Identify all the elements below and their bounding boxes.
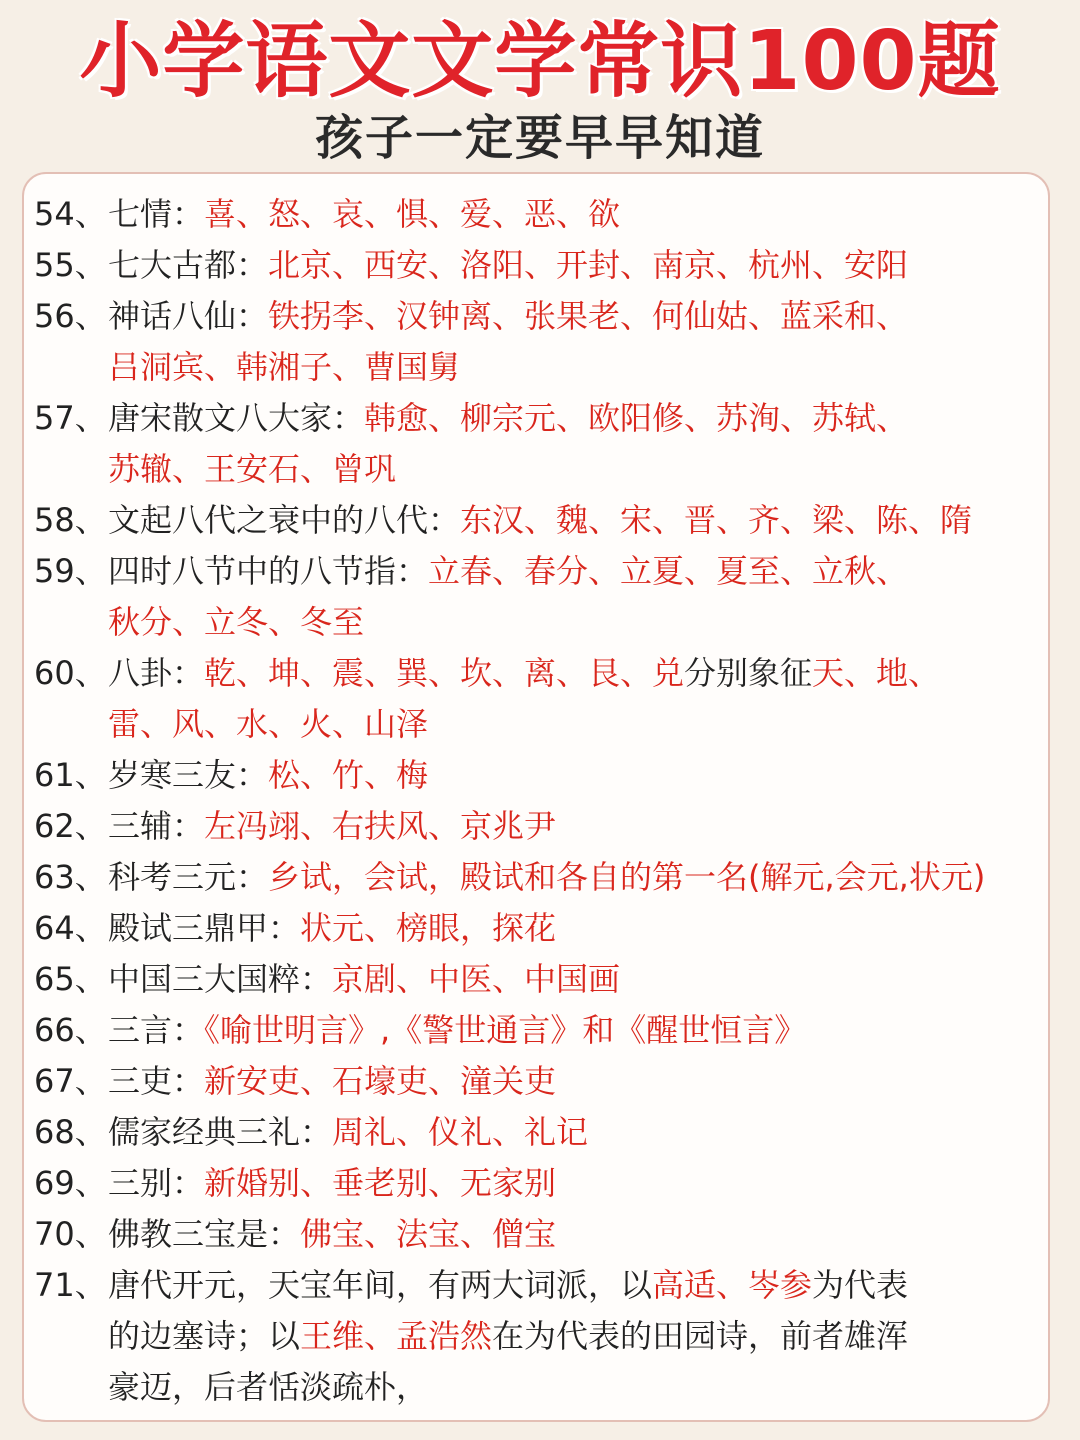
item-body bbox=[108, 1158, 1054, 1209]
question-text: 豪迈，后者恬淡疏朴， bbox=[108, 1368, 429, 1406]
item-body bbox=[108, 1107, 1054, 1158]
item-body bbox=[108, 750, 1054, 801]
item-line bbox=[108, 954, 1054, 1005]
answer-text: 松、竹、梅 bbox=[268, 756, 429, 794]
question-text: 四时八节中的八节指： bbox=[108, 552, 429, 590]
item-line bbox=[108, 852, 1054, 903]
item-number: 54、 bbox=[34, 195, 107, 233]
item-number: 62、 bbox=[34, 807, 107, 845]
list-item bbox=[34, 546, 1054, 648]
item-number: 68、 bbox=[34, 1113, 107, 1151]
item-line bbox=[108, 1005, 1054, 1056]
item-body bbox=[108, 1260, 1054, 1413]
list-item bbox=[34, 189, 1054, 240]
item-number: 55、 bbox=[34, 246, 107, 284]
question-text: 的边塞诗；以 bbox=[108, 1317, 301, 1355]
item-body bbox=[108, 1209, 1054, 1260]
item-number: 61、 bbox=[34, 756, 107, 794]
item-body bbox=[108, 648, 1054, 750]
answer-text: 乡试，会试，殿试和各自的第一名(解元,会元,状元) bbox=[268, 858, 986, 896]
item-line bbox=[108, 444, 1054, 495]
item-body bbox=[108, 189, 1054, 240]
item-line bbox=[108, 1362, 1054, 1413]
answer-text: 铁拐李、汉钟离、张果老、何仙姑、蓝采和、 bbox=[268, 297, 909, 335]
question-text: 神话八仙： bbox=[108, 297, 269, 335]
item-line bbox=[108, 597, 1054, 648]
answer-text: 高适、岑参 bbox=[652, 1266, 813, 1304]
item-body bbox=[108, 1056, 1054, 1107]
question-text: 在为代表的田园诗，前者雄浑 bbox=[492, 1317, 909, 1355]
page-title: 小学语文文学常识100题 bbox=[79, 14, 1001, 109]
answer-text: 佛宝、法宝、僧宝 bbox=[300, 1215, 557, 1253]
question-text: 唐代开元，天宝年间，有两大词派，以 bbox=[108, 1266, 653, 1304]
item-body bbox=[108, 495, 1054, 546]
item-number: 60、 bbox=[34, 654, 107, 692]
question-text: 为代表 bbox=[812, 1266, 909, 1304]
item-line bbox=[108, 1209, 1054, 1260]
page-subtitle: 孩子一定要早早知道 bbox=[314, 110, 765, 166]
item-number: 70、 bbox=[34, 1215, 107, 1253]
answer-text: 喜、怒、哀、惧、爱、恶、欲 bbox=[204, 195, 621, 233]
item-number: 58、 bbox=[34, 501, 107, 539]
item-line bbox=[108, 1056, 1054, 1107]
item-body bbox=[108, 393, 1054, 495]
answer-text: 京剧、中医、中国画 bbox=[332, 960, 621, 998]
answer-text: 吕洞宾、韩湘子、曹国舅 bbox=[108, 348, 461, 386]
item-line bbox=[108, 342, 1054, 393]
item-body bbox=[108, 240, 1054, 291]
question-text: 儒家经典三礼： bbox=[108, 1113, 333, 1151]
list-item bbox=[34, 1056, 1054, 1107]
item-number: 56、 bbox=[34, 297, 107, 335]
item-line bbox=[108, 648, 1054, 699]
answer-text: 新安吏、石壕吏、潼关吏 bbox=[204, 1062, 557, 1100]
answer-text: 雷、风、水、火、山泽 bbox=[108, 705, 429, 743]
answer-text: 新婚别、垂老别、无家别 bbox=[204, 1164, 557, 1202]
item-line bbox=[108, 240, 1054, 291]
question-text: 佛教三宝是： bbox=[108, 1215, 301, 1253]
item-line bbox=[108, 546, 1054, 597]
item-body bbox=[108, 546, 1054, 648]
question-text: 中国三大国粹： bbox=[108, 960, 333, 998]
item-number: 66、 bbox=[34, 1011, 107, 1049]
item-body bbox=[108, 291, 1054, 393]
question-text: 唐宋散文八大家： bbox=[108, 399, 365, 437]
item-line bbox=[108, 189, 1054, 240]
item-number: 59、 bbox=[34, 552, 107, 590]
question-text: 分别象征 bbox=[684, 654, 813, 692]
item-number: 57、 bbox=[34, 399, 107, 437]
item-number: 65、 bbox=[34, 960, 107, 998]
item-number: 63、 bbox=[34, 858, 107, 896]
item-number: 71、 bbox=[34, 1266, 107, 1304]
item-body bbox=[108, 852, 1054, 903]
item-line bbox=[108, 1158, 1054, 1209]
question-text: 三别： bbox=[108, 1164, 205, 1202]
item-line bbox=[108, 1260, 1054, 1311]
item-line bbox=[108, 495, 1054, 546]
list-item bbox=[34, 1209, 1054, 1260]
list-item bbox=[34, 903, 1054, 954]
list-item bbox=[34, 954, 1054, 1005]
item-line bbox=[108, 750, 1054, 801]
list-item bbox=[34, 1260, 1054, 1413]
item-number: 67、 bbox=[34, 1062, 107, 1100]
answer-text: 立春、春分、立夏、夏至、立秋、 bbox=[428, 552, 909, 590]
answer-text: 左冯翊、右扶风、京兆尹 bbox=[204, 807, 557, 845]
knowledge-list bbox=[34, 189, 1054, 1413]
question-text: 三吏： bbox=[108, 1062, 205, 1100]
item-line bbox=[108, 1311, 1054, 1362]
item-line bbox=[108, 1107, 1054, 1158]
item-line bbox=[108, 801, 1054, 852]
question-text: 文起八代之衰中的八代： bbox=[108, 501, 461, 539]
answer-text: 周礼、仪礼、礼记 bbox=[332, 1113, 589, 1151]
answer-text: 乾、坤、震、巽、坎、离、艮、兑 bbox=[204, 654, 685, 692]
item-body bbox=[108, 903, 1054, 954]
list-item bbox=[34, 495, 1054, 546]
item-line bbox=[108, 291, 1054, 342]
question-text: 三言： bbox=[108, 1011, 205, 1049]
question-text: 八卦： bbox=[108, 654, 205, 692]
answer-text: 东汉、魏、宋、晋、齐、梁、陈、隋 bbox=[460, 501, 973, 539]
item-body bbox=[108, 954, 1054, 1005]
answer-text: 天、地、 bbox=[812, 654, 941, 692]
list-item bbox=[34, 1107, 1054, 1158]
item-body bbox=[108, 801, 1054, 852]
question-text: 殿试三鼎甲： bbox=[108, 909, 301, 947]
item-body bbox=[108, 1005, 1054, 1056]
question-text: 七情： bbox=[108, 195, 205, 233]
answer-text: 状元、榜眼，探花 bbox=[300, 909, 557, 947]
list-item bbox=[34, 393, 1054, 495]
item-line bbox=[108, 393, 1054, 444]
question-text: 科考三元： bbox=[108, 858, 269, 896]
question-text: 七大古都： bbox=[108, 246, 269, 284]
answer-text: 秋分、立冬、冬至 bbox=[108, 603, 365, 641]
item-number: 69、 bbox=[34, 1164, 107, 1202]
question-text: 岁寒三友： bbox=[108, 756, 269, 794]
list-item bbox=[34, 852, 1054, 903]
item-line bbox=[108, 903, 1054, 954]
answer-text: 王维、孟浩然 bbox=[300, 1317, 493, 1355]
list-item bbox=[34, 648, 1054, 750]
item-line bbox=[108, 699, 1054, 750]
list-item bbox=[34, 291, 1054, 393]
list-item bbox=[34, 1158, 1054, 1209]
answer-text: 《喻世明言》,《警世通言》和《醒世恒言》 bbox=[204, 1011, 807, 1049]
list-item bbox=[34, 801, 1054, 852]
answer-text: 苏辙、王安石、曾巩 bbox=[108, 450, 397, 488]
question-text: 三辅： bbox=[108, 807, 205, 845]
list-item bbox=[34, 240, 1054, 291]
list-item bbox=[34, 750, 1054, 801]
item-number: 64、 bbox=[34, 909, 107, 947]
list-item bbox=[34, 1005, 1054, 1056]
answer-text: 韩愈、柳宗元、欧阳修、苏洵、苏轼、 bbox=[364, 399, 909, 437]
answer-text: 北京、西安、洛阳、开封、南京、杭州、安阳 bbox=[268, 246, 909, 284]
